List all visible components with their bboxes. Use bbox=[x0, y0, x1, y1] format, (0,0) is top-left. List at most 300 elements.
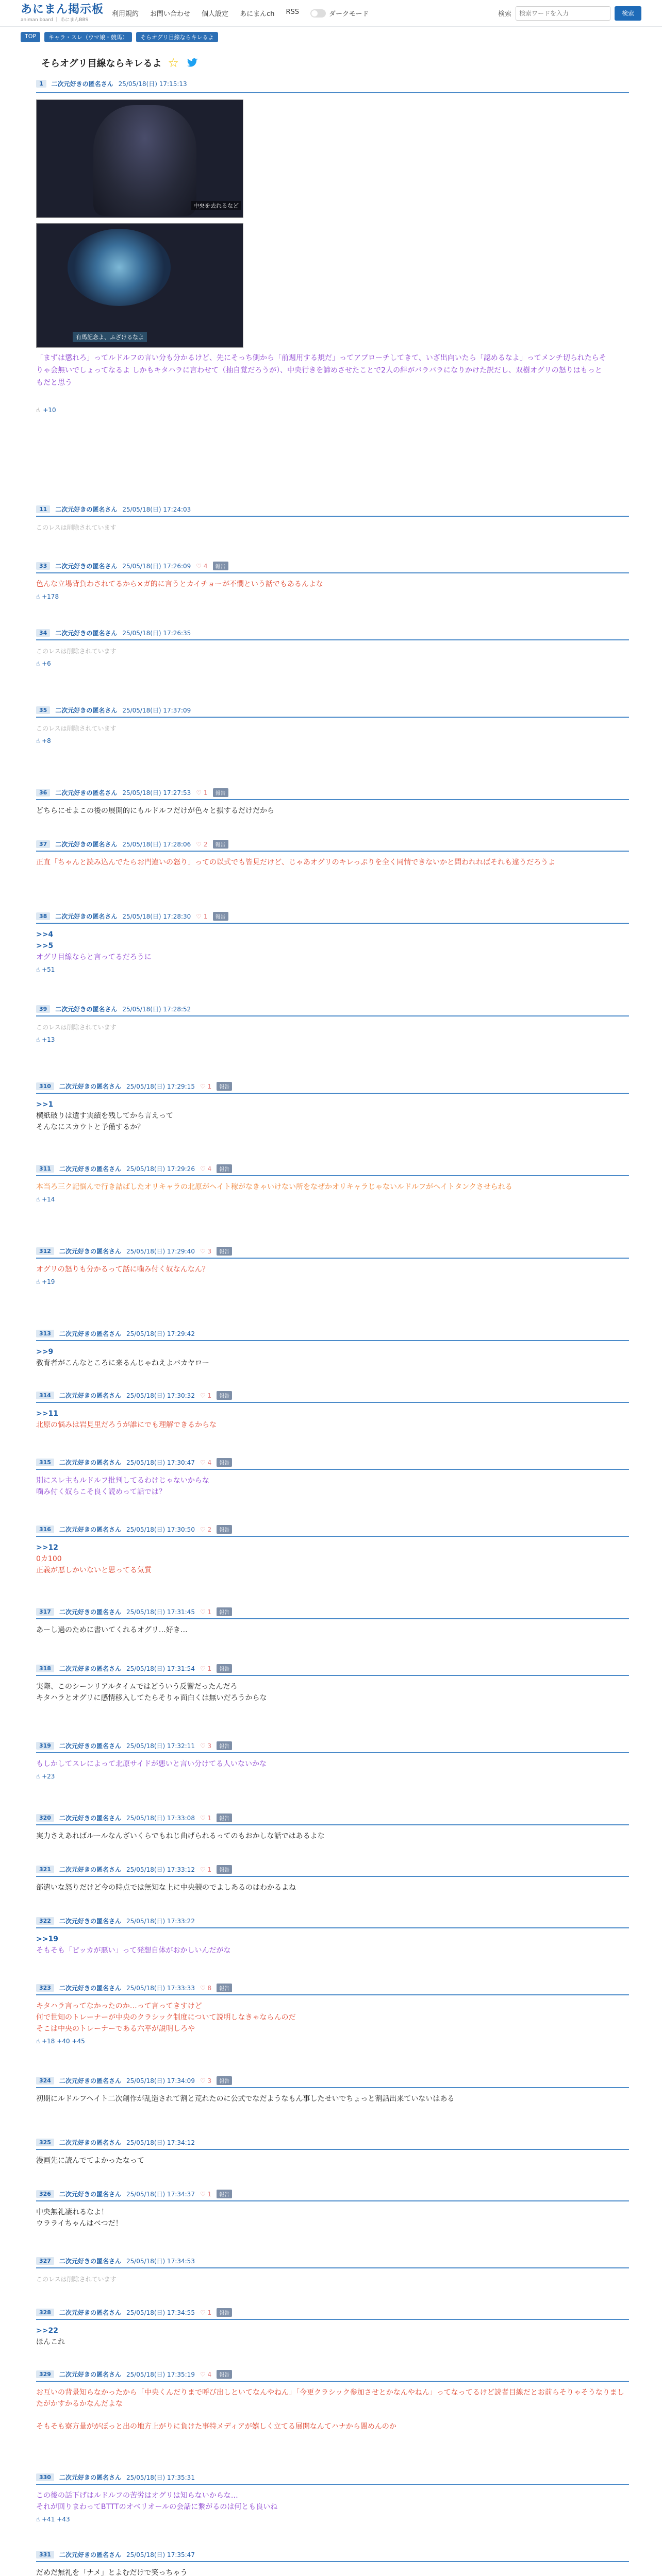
post-body bbox=[36, 1094, 629, 1133]
reply-post bbox=[36, 2138, 629, 2166]
report-button[interactable]: 報告 bbox=[217, 2190, 232, 2198]
post-date: 25/05/18(日) 17:28:52 bbox=[122, 1006, 191, 1013]
post-header bbox=[36, 2370, 629, 2382]
reply-anchors[interactable]: ☝ +23 bbox=[36, 1773, 55, 1780]
reply-anchor-link[interactable]: >>12 bbox=[36, 1544, 58, 1552]
thread-main bbox=[21, 44, 641, 414]
reply-anchors[interactable]: ☝ +8 bbox=[36, 737, 51, 744]
reply-anchor-link[interactable]: >>4 >>5 bbox=[36, 930, 54, 950]
post-text: 北原の悩みは岩見里だろうが誰にでも理解できるからな bbox=[36, 1421, 217, 1429]
poster-name: 二次元好きの匿名さん bbox=[55, 789, 118, 796]
post-number[interactable]: 310 bbox=[36, 1082, 54, 1090]
reply-post bbox=[36, 1082, 629, 1133]
post-number[interactable]: 330 bbox=[36, 2473, 54, 2481]
report-button[interactable]: 報告 bbox=[217, 1082, 232, 1091]
post-number[interactable]: 319 bbox=[36, 1742, 54, 1750]
like-heart-icon[interactable]: ♡ 3 bbox=[200, 1247, 212, 1255]
poster-name: 二次元好きの匿名さん bbox=[51, 80, 113, 88]
post-text: もしかしてスレによって北原サイドが悪いと言い分けてる人いないかな bbox=[36, 1760, 267, 1768]
reaction-row bbox=[36, 406, 641, 414]
report-button[interactable]: 報告 bbox=[213, 788, 228, 797]
reply-post bbox=[36, 2076, 629, 2105]
dark-mode-toggle-wrap bbox=[310, 8, 369, 18]
post-number[interactable]: 327 bbox=[36, 2257, 54, 2265]
post-header bbox=[36, 562, 629, 573]
post-date: 25/05/18(日) 17:33:08 bbox=[126, 1815, 195, 1822]
post-body bbox=[36, 1537, 629, 1576]
post-date: 25/05/18(日) 17:26:09 bbox=[122, 563, 191, 570]
post-body bbox=[36, 1995, 629, 2035]
nav-settings[interactable]: 個人設定 bbox=[202, 10, 229, 18]
deleted-notice: このレスは削除されています bbox=[36, 648, 117, 655]
post-text: 実力さえあればルールなんざいくらでもねじ曲げられるってのもおかしな話ではあるよな bbox=[36, 1832, 325, 1840]
dark-mode-label: ダークモード bbox=[329, 10, 369, 18]
breadcrumb-thread[interactable]: そらオグリ目線ならキレるよ bbox=[136, 32, 218, 42]
nav-terms[interactable]: 利用規約 bbox=[112, 10, 139, 18]
reply-post bbox=[36, 562, 629, 600]
post-date: 25/05/18(日) 17:28:30 bbox=[122, 913, 191, 920]
post-header bbox=[36, 1865, 629, 1877]
post-date: 25/05/18(日) 17:34:12 bbox=[126, 2139, 195, 2146]
report-button[interactable]: 報告 bbox=[217, 1664, 232, 1673]
poster-name: 二次元好きの匿名さん bbox=[55, 506, 118, 513]
post-number[interactable]: 1 bbox=[36, 80, 46, 88]
like-heart-icon[interactable]: ♡ 1 bbox=[200, 2309, 212, 2316]
report-button[interactable]: 報告 bbox=[213, 562, 228, 570]
post-number[interactable]: 325 bbox=[36, 2139, 54, 2146]
poster-name: 二次元好きの匿名さん bbox=[55, 913, 118, 920]
reply-anchor-link[interactable]: >>11 bbox=[36, 1410, 58, 1418]
post-header bbox=[36, 2076, 629, 2088]
report-button[interactable]: 報告 bbox=[217, 1458, 232, 1467]
like-heart-icon[interactable]: ♡ 2 bbox=[200, 1526, 212, 1533]
post-header bbox=[36, 912, 629, 924]
report-button[interactable]: 報告 bbox=[217, 1741, 232, 1750]
deleted-notice: このレスは削除されています bbox=[36, 725, 117, 732]
reply-post bbox=[36, 629, 629, 667]
post-date: 25/05/18(日) 17:28:06 bbox=[122, 841, 191, 848]
post-text: 部遣いな怒りだけど今の時点では無知な上に中央競のでよしあるのはわかるよね bbox=[36, 1884, 296, 1892]
post-text: お互いの背景知らなかったから「中央くんだりまで呼び出しといてなんやねん」「今更クラシック参加させとかなんやねん」ってなってるけど読者目線だとお前らそりゃそうなりましたがかすかるかなんだよな そもそも寮方量ががぼっと出の地方上がりに負けた事特メディアが嬉しく立てる展開なんてハナから闇めんのか bbox=[36, 2388, 624, 2431]
logo-subtitle: animan board ｜ あにまんBBS bbox=[21, 18, 89, 23]
report-button[interactable]: 報告 bbox=[213, 912, 228, 921]
reply-post bbox=[36, 1391, 629, 1431]
reply-post bbox=[36, 2550, 629, 2576]
image-caption: 中央を去れるなど bbox=[191, 201, 241, 210]
post-header bbox=[36, 1917, 629, 1928]
post-date: 25/05/18(日) 17:35:31 bbox=[126, 2474, 195, 2481]
reply-post bbox=[36, 912, 629, 973]
op-image-1[interactable] bbox=[36, 99, 243, 218]
like-heart-icon[interactable]: ♡ 2 bbox=[196, 840, 208, 848]
post-number[interactable]: 317 bbox=[36, 1608, 54, 1616]
nav-animanch[interactable]: あにまんch bbox=[240, 10, 275, 18]
post-number[interactable]: 314 bbox=[36, 1392, 54, 1399]
header-nav bbox=[112, 8, 299, 18]
post-number[interactable]: 38 bbox=[36, 912, 50, 920]
like-heart-icon[interactable]: ♡ 1 bbox=[200, 1866, 212, 1873]
reply-anchors[interactable]: +10 bbox=[43, 406, 56, 414]
reaction-icon[interactable]: ☝ bbox=[36, 406, 40, 414]
post-date: 25/05/18(日) 17:31:54 bbox=[126, 1665, 195, 1672]
thread-title-row bbox=[21, 44, 641, 77]
post-header bbox=[36, 788, 629, 800]
post-text: だめだ無礼を「ナメ」とよむだけで笑っちゃう bbox=[36, 2569, 188, 2576]
post-body bbox=[36, 1753, 629, 1770]
like-heart-icon[interactable]: ♡ 1 bbox=[200, 2190, 212, 2198]
post-date: 25/05/18(日) 17:27:53 bbox=[122, 789, 191, 796]
post-header bbox=[36, 1525, 629, 1537]
nav-contact[interactable]: お問い合わせ bbox=[150, 10, 191, 18]
poster-name: 二次元好きの匿名さん bbox=[55, 841, 118, 848]
post-body bbox=[36, 2320, 629, 2348]
post-number[interactable]: 328 bbox=[36, 2309, 54, 2316]
post-number[interactable]: 11 bbox=[36, 505, 50, 513]
breadcrumb bbox=[0, 27, 662, 44]
site-header bbox=[0, 0, 662, 27]
reply-post bbox=[36, 1329, 629, 1369]
report-button[interactable]: 報告 bbox=[217, 2308, 232, 2317]
reply-anchors[interactable]: ☝ +13 bbox=[36, 1036, 55, 1043]
reply-post bbox=[36, 1917, 629, 1956]
reply-post bbox=[36, 1814, 629, 1842]
op-text: 「まずは懲れろ」ってルドルフの言い分も分かるけど、先にそっち側から「前週用する規だ」ってアプローチしてきて、いざ出向いたら「認めるなよ」ってメンチ切られたらそりゃ会無いでしょってなるよ しかもキタハラに言わせて（抽自覚だろうが）、中央行きを諦めさせたことで2人の絆がバラバラになりかけた訳だし、双樹オグリの怒りはもっともだと思う bbox=[36, 354, 606, 387]
post-text: 色んな立場背負わされてるから×ガ的に言うとカイチョーが不憫という話でもあるんよな bbox=[36, 580, 323, 588]
post-text: 中央無礼凄れるなよ！ ウラライちゃんはベつだ！ bbox=[36, 2208, 123, 2228]
poster-name: 二次元好きの匿名さん bbox=[59, 1248, 121, 1255]
post-body bbox=[36, 2382, 629, 2432]
like-heart-icon[interactable]: ♡ 1 bbox=[200, 1392, 212, 1399]
post-body bbox=[36, 573, 629, 590]
post-header bbox=[36, 1082, 629, 1094]
poster-name: 二次元好きの匿名さん bbox=[59, 2371, 121, 2378]
post-number[interactable]: 320 bbox=[36, 1814, 54, 1822]
post-body bbox=[36, 800, 629, 817]
post-number[interactable]: 321 bbox=[36, 1866, 54, 1873]
post-number[interactable]: 329 bbox=[36, 2370, 54, 2378]
post-number[interactable]: 315 bbox=[36, 1459, 54, 1466]
post-body bbox=[36, 1928, 629, 1956]
post-date: 25/05/18(日) 17:29:26 bbox=[126, 1165, 195, 1173]
post-date: 25/05/18(日) 17:34:55 bbox=[126, 2309, 195, 2316]
post-body bbox=[36, 1016, 629, 1033]
post-header bbox=[36, 629, 629, 640]
post-text: オグリの怒りも分かるって話に噛み付く奴なんなん？ bbox=[36, 1265, 209, 1274]
post-date: 25/05/18(日) 17:37:09 bbox=[122, 707, 191, 714]
poster-name: 二次元好きの匿名さん bbox=[59, 1083, 121, 1090]
poster-name: 二次元好きの匿名さん bbox=[59, 1526, 121, 1533]
post-body bbox=[36, 2088, 629, 2105]
post-date: 25/05/18(日) 17:35:19 bbox=[126, 2371, 195, 2378]
poster-name: 二次元好きの匿名さん bbox=[59, 2551, 121, 2558]
image-caption: 有馬記念よ、ふざけるなよ bbox=[73, 332, 147, 342]
like-heart-icon[interactable]: ♡ 8 bbox=[200, 1984, 212, 1992]
report-button[interactable]: 報告 bbox=[217, 1814, 232, 1822]
report-button[interactable]: 報告 bbox=[217, 2076, 232, 2085]
post-number[interactable]: 323 bbox=[36, 1984, 54, 1992]
reply-post bbox=[36, 1741, 629, 1780]
post-date: 25/05/18(日) 17:15:13 bbox=[118, 80, 187, 88]
poster-name: 二次元好きの匿名さん bbox=[59, 1665, 121, 1672]
post-text: 漫画先に読んでてよかったなって bbox=[36, 2157, 144, 2165]
search-input[interactable] bbox=[516, 6, 610, 21]
post-date: 25/05/18(日) 17:35:47 bbox=[126, 2551, 195, 2558]
post-body bbox=[36, 1470, 629, 1498]
post-date: 25/05/18(日) 17:34:53 bbox=[126, 2258, 195, 2265]
post-header bbox=[36, 2550, 629, 2562]
post-header bbox=[36, 1984, 629, 1995]
search-area bbox=[498, 6, 641, 21]
post-header bbox=[36, 1391, 629, 1403]
post-text: 実際、このシーンリアルタイムではどういう反響だったんだろ キタハラとオグリに感情移入してたらそりゃ面白くは無いだろうからな bbox=[36, 1683, 267, 1702]
post-body bbox=[36, 1619, 629, 1636]
post-text: ほんこれ bbox=[36, 2338, 65, 2346]
poster-name: 二次元好きの匿名さん bbox=[55, 1006, 118, 1013]
post-body bbox=[36, 517, 629, 533]
post-body bbox=[36, 1341, 629, 1369]
dark-mode-toggle[interactable] bbox=[310, 9, 326, 18]
reply-post bbox=[36, 1005, 629, 1043]
post-body bbox=[36, 1403, 629, 1431]
like-heart-icon[interactable]: ♡ 4 bbox=[200, 1459, 212, 1466]
character-figure bbox=[93, 105, 196, 216]
character-eye bbox=[68, 229, 171, 306]
like-heart-icon[interactable]: ♡ 1 bbox=[200, 1082, 212, 1090]
post-header bbox=[36, 505, 629, 517]
post-number[interactable]: 318 bbox=[36, 1665, 54, 1672]
reply-anchor-link[interactable]: >>22 bbox=[36, 2327, 58, 2335]
post-header bbox=[36, 1814, 629, 1825]
poster-name: 二次元好きの匿名さん bbox=[59, 1918, 121, 1925]
reply-anchor-link[interactable]: >>1 bbox=[36, 1100, 54, 1109]
like-heart-icon[interactable]: ♡ 3 bbox=[200, 1742, 212, 1750]
like-heart-icon[interactable]: ♡ 4 bbox=[196, 562, 208, 570]
post-header bbox=[36, 1741, 629, 1753]
poster-name: 二次元好きの匿名さん bbox=[59, 2139, 121, 2146]
reply-post bbox=[36, 1984, 629, 2045]
post-number[interactable]: 34 bbox=[36, 629, 50, 637]
like-heart-icon[interactable]: ♡ 4 bbox=[200, 2370, 212, 2378]
report-button[interactable]: 報告 bbox=[217, 1391, 232, 1400]
post-header bbox=[36, 77, 629, 93]
post-body bbox=[36, 1676, 629, 1704]
post-date: 25/05/18(日) 17:34:09 bbox=[126, 2077, 195, 2084]
reply-post bbox=[36, 1525, 629, 1576]
post-header bbox=[36, 706, 629, 718]
reply-anchors[interactable]: ☝ +14 bbox=[36, 1196, 55, 1203]
post-header bbox=[36, 2473, 629, 2485]
site-logo[interactable] bbox=[21, 4, 104, 23]
poster-name: 二次元好きの匿名さん bbox=[59, 1165, 121, 1173]
post-header bbox=[36, 1458, 629, 1470]
poster-name: 二次元好きの匿名さん bbox=[59, 1866, 121, 1873]
post-number[interactable]: 37 bbox=[36, 840, 50, 848]
deleted-notice: このレスは削除されています bbox=[36, 2276, 117, 2283]
breadcrumb-category[interactable]: キャラ・スレ（ウマ娘・競馬） bbox=[44, 32, 132, 42]
poster-name: 二次元好きの匿名さん bbox=[59, 1985, 121, 1992]
report-button[interactable]: 報告 bbox=[217, 2370, 232, 2379]
post-text: 教育者がこんなところに来るんじゃねえよバカヤロー bbox=[36, 1359, 209, 1367]
post-date: 25/05/18(日) 17:30:47 bbox=[126, 1459, 195, 1466]
post-date: 25/05/18(日) 17:29:15 bbox=[126, 1083, 195, 1090]
report-button[interactable]: 報告 bbox=[217, 1164, 232, 1173]
post-text: そもそも「ピッカが悪い」って発想自体がおかしいんだがな bbox=[36, 1946, 231, 1955]
post-body bbox=[36, 924, 629, 963]
post-text: 本当ろ三ク記悩んで行き詰ばしたオリキャラの北原がヘイト稼がなきゃいけない所をなぜかオリキャラじゃないルドルフがヘイトタンクさせられる bbox=[36, 1183, 512, 1191]
reply-post bbox=[36, 1247, 629, 1285]
post-date: 25/05/18(日) 17:33:22 bbox=[126, 1918, 195, 1925]
report-button[interactable]: 報告 bbox=[217, 1984, 232, 1992]
poster-name: 二次元好きの匿名さん bbox=[59, 1392, 121, 1399]
post-text: オグリ目線ならと言ってるだろうに bbox=[36, 953, 152, 961]
post-date: 25/05/18(日) 17:32:11 bbox=[126, 1742, 195, 1750]
thread-title: そらオグリ目線ならキレるよ bbox=[41, 58, 162, 69]
poster-name: 二次元好きの匿名さん bbox=[59, 1459, 121, 1466]
poster-name: 二次元好きの匿名さん bbox=[55, 707, 118, 714]
post-date: 25/05/18(日) 17:33:33 bbox=[126, 1985, 195, 1992]
post-number[interactable]: 326 bbox=[36, 2190, 54, 2198]
post-header bbox=[36, 2190, 629, 2201]
reply-post bbox=[36, 2308, 629, 2348]
post-date: 25/05/18(日) 17:34:37 bbox=[126, 2191, 195, 2198]
poster-name: 二次元好きの匿名さん bbox=[55, 630, 118, 637]
reply-anchor-link[interactable]: >>19 bbox=[36, 1935, 58, 1943]
post-header bbox=[36, 2257, 629, 2268]
reply-anchors[interactable]: ☝ +6 bbox=[36, 660, 51, 667]
reply-post bbox=[36, 840, 629, 868]
post-header bbox=[36, 1329, 629, 1341]
post-text: キタハラ言ってなかったのか…って言ってきすけど 何で世知のトレーナーが中央のクラシック制度について説明しなきゃならんのだ そこは中央のトレーナーである六平が説明しろや bbox=[36, 2002, 296, 2033]
poster-name: 二次元好きの匿名さん bbox=[59, 2309, 121, 2316]
post-number[interactable]: 322 bbox=[36, 1917, 54, 1925]
reply-anchors[interactable]: ☝ +19 bbox=[36, 1278, 55, 1285]
post-body bbox=[36, 2562, 629, 2576]
post-body bbox=[36, 1176, 629, 1193]
post-text: 別にスレ主もルドルフ批判してるわけじゃないからな 噛み付く奴らこそ良く読めって話では？ bbox=[36, 1477, 209, 1496]
poster-name: 二次元好きの匿名さん bbox=[59, 1330, 121, 1337]
reply-post bbox=[36, 1607, 629, 1636]
post-number[interactable]: 33 bbox=[36, 562, 50, 570]
favorite-star-icon[interactable]: ☆ bbox=[168, 56, 179, 70]
post-date: 25/05/18(日) 17:29:42 bbox=[126, 1330, 195, 1337]
post-header bbox=[36, 1607, 629, 1619]
post-header bbox=[36, 1164, 629, 1176]
post-number[interactable]: 311 bbox=[36, 1165, 54, 1173]
reply-post bbox=[36, 1664, 629, 1704]
reply-post bbox=[36, 2190, 629, 2229]
post-number[interactable]: 312 bbox=[36, 1247, 54, 1255]
post-date: 25/05/18(日) 17:29:40 bbox=[126, 1248, 195, 1255]
like-heart-icon[interactable]: ♡ 1 bbox=[196, 789, 208, 796]
post-body bbox=[36, 640, 629, 657]
post-body bbox=[36, 2201, 629, 2229]
post-body bbox=[36, 2268, 629, 2285]
post-number[interactable]: 316 bbox=[36, 1526, 54, 1533]
twitter-share-icon[interactable] bbox=[185, 57, 200, 69]
reply-anchors[interactable]: ☝ +41 +43 bbox=[36, 2516, 70, 2523]
like-heart-icon[interactable]: ♡ 3 bbox=[200, 2077, 212, 2084]
post-body bbox=[36, 718, 629, 734]
reply-post bbox=[36, 2370, 629, 2432]
poster-name: 二次元好きの匿名さん bbox=[59, 2077, 121, 2084]
reply-anchors[interactable]: ☝ +178 bbox=[36, 593, 59, 600]
reply-anchors[interactable]: ☝ +18 +40 +45 bbox=[36, 2038, 85, 2045]
like-heart-icon[interactable]: ♡ 1 bbox=[200, 1665, 212, 1672]
poster-name: 二次元好きの匿名さん bbox=[59, 1815, 121, 1822]
poster-name: 二次元好きの匿名さん bbox=[59, 2191, 121, 2198]
post-text: 横紙破りは遺す実績を残してから言えって そんなにスカウトと予備するか？ bbox=[36, 1112, 173, 1131]
post-number[interactable]: 313 bbox=[36, 1330, 54, 1337]
post-text: 正直「ちゃんと読み込んでたらお門違いの怒り」っての以式でも皆見だけど、じゃあオグリのキレっぷりを全く同情できないかと問われればそれも違うだろうよ bbox=[36, 858, 556, 867]
post-date: 25/05/18(日) 17:26:35 bbox=[122, 630, 191, 637]
post-header bbox=[36, 840, 629, 852]
poster-name: 二次元好きの匿名さん bbox=[59, 1742, 121, 1750]
post-text: 0カ100 正義が悪しかいないと思ってる気質 bbox=[36, 1555, 152, 1574]
post-date: 25/05/18(日) 17:30:32 bbox=[126, 1392, 195, 1399]
reply-post bbox=[36, 706, 629, 744]
nav-rss[interactable]: RSS bbox=[286, 8, 299, 16]
post-text: この後の話下げはルドルフの苦労はオグリは知らないからな… それが回りまわってBTTTのオベリオールの会話に繋がるのは何とも良いね bbox=[36, 2492, 278, 2511]
report-button[interactable]: 報告 bbox=[217, 1865, 232, 1874]
search-label: 検索 bbox=[498, 10, 511, 18]
breadcrumb-top[interactable]: TOP bbox=[21, 32, 40, 42]
post-header bbox=[36, 1664, 629, 1676]
deleted-notice: このレスは削除されています bbox=[36, 1024, 117, 1031]
post-date: 25/05/18(日) 17:30:50 bbox=[126, 1526, 195, 1533]
post-date: 25/05/18(日) 17:33:12 bbox=[126, 1866, 195, 1873]
like-heart-icon[interactable]: ♡ 1 bbox=[196, 912, 208, 920]
post-text: どちらにせよこの後の展開的にもルドルフだけが色々と損するだけだから bbox=[36, 807, 274, 815]
like-heart-icon[interactable]: ♡ 1 bbox=[200, 1608, 212, 1616]
report-button[interactable]: 報告 bbox=[213, 840, 228, 849]
post-body bbox=[36, 1877, 629, 1893]
report-button[interactable]: 報告 bbox=[217, 1525, 232, 1534]
reply-anchors[interactable]: ☝ +51 bbox=[36, 966, 55, 973]
post-text: あーし過のために書いてくれるオグリ…好き… bbox=[36, 1626, 188, 1634]
reply-post bbox=[36, 2257, 629, 2285]
reply-anchor-link[interactable]: >>9 bbox=[36, 1348, 54, 1356]
like-heart-icon[interactable]: ♡ 4 bbox=[200, 1165, 212, 1173]
post-number[interactable]: 39 bbox=[36, 1005, 50, 1013]
op-image-2[interactable] bbox=[36, 223, 243, 348]
reply-post bbox=[36, 2473, 629, 2523]
reply-post bbox=[36, 1458, 629, 1498]
post-body bbox=[36, 1825, 629, 1842]
post-number[interactable]: 324 bbox=[36, 2077, 54, 2084]
poster-name: 二次元好きの匿名さん bbox=[59, 2258, 121, 2265]
report-button[interactable]: 報告 bbox=[217, 1247, 232, 1256]
post-body bbox=[36, 852, 629, 868]
search-button[interactable]: 検索 bbox=[615, 6, 641, 21]
logo-title: あにまん掲示板 bbox=[21, 3, 104, 16]
deleted-notice: このレスは削除されています bbox=[36, 524, 117, 531]
like-heart-icon[interactable]: ♡ 1 bbox=[200, 1814, 212, 1822]
post-number[interactable]: 36 bbox=[36, 789, 50, 796]
reply-post bbox=[36, 788, 629, 817]
poster-name: 二次元好きの匿名さん bbox=[59, 2474, 121, 2481]
post-body bbox=[36, 1259, 629, 1275]
report-button[interactable]: 報告 bbox=[217, 1607, 232, 1616]
op-images bbox=[36, 93, 641, 348]
post-body bbox=[36, 2150, 629, 2166]
post-number[interactable]: 331 bbox=[36, 2551, 54, 2558]
op-post bbox=[21, 77, 641, 414]
reply-post bbox=[36, 505, 629, 533]
reply-post bbox=[36, 1865, 629, 1893]
post-number[interactable]: 35 bbox=[36, 706, 50, 714]
post-header bbox=[36, 2308, 629, 2320]
post-header bbox=[36, 1247, 629, 1259]
